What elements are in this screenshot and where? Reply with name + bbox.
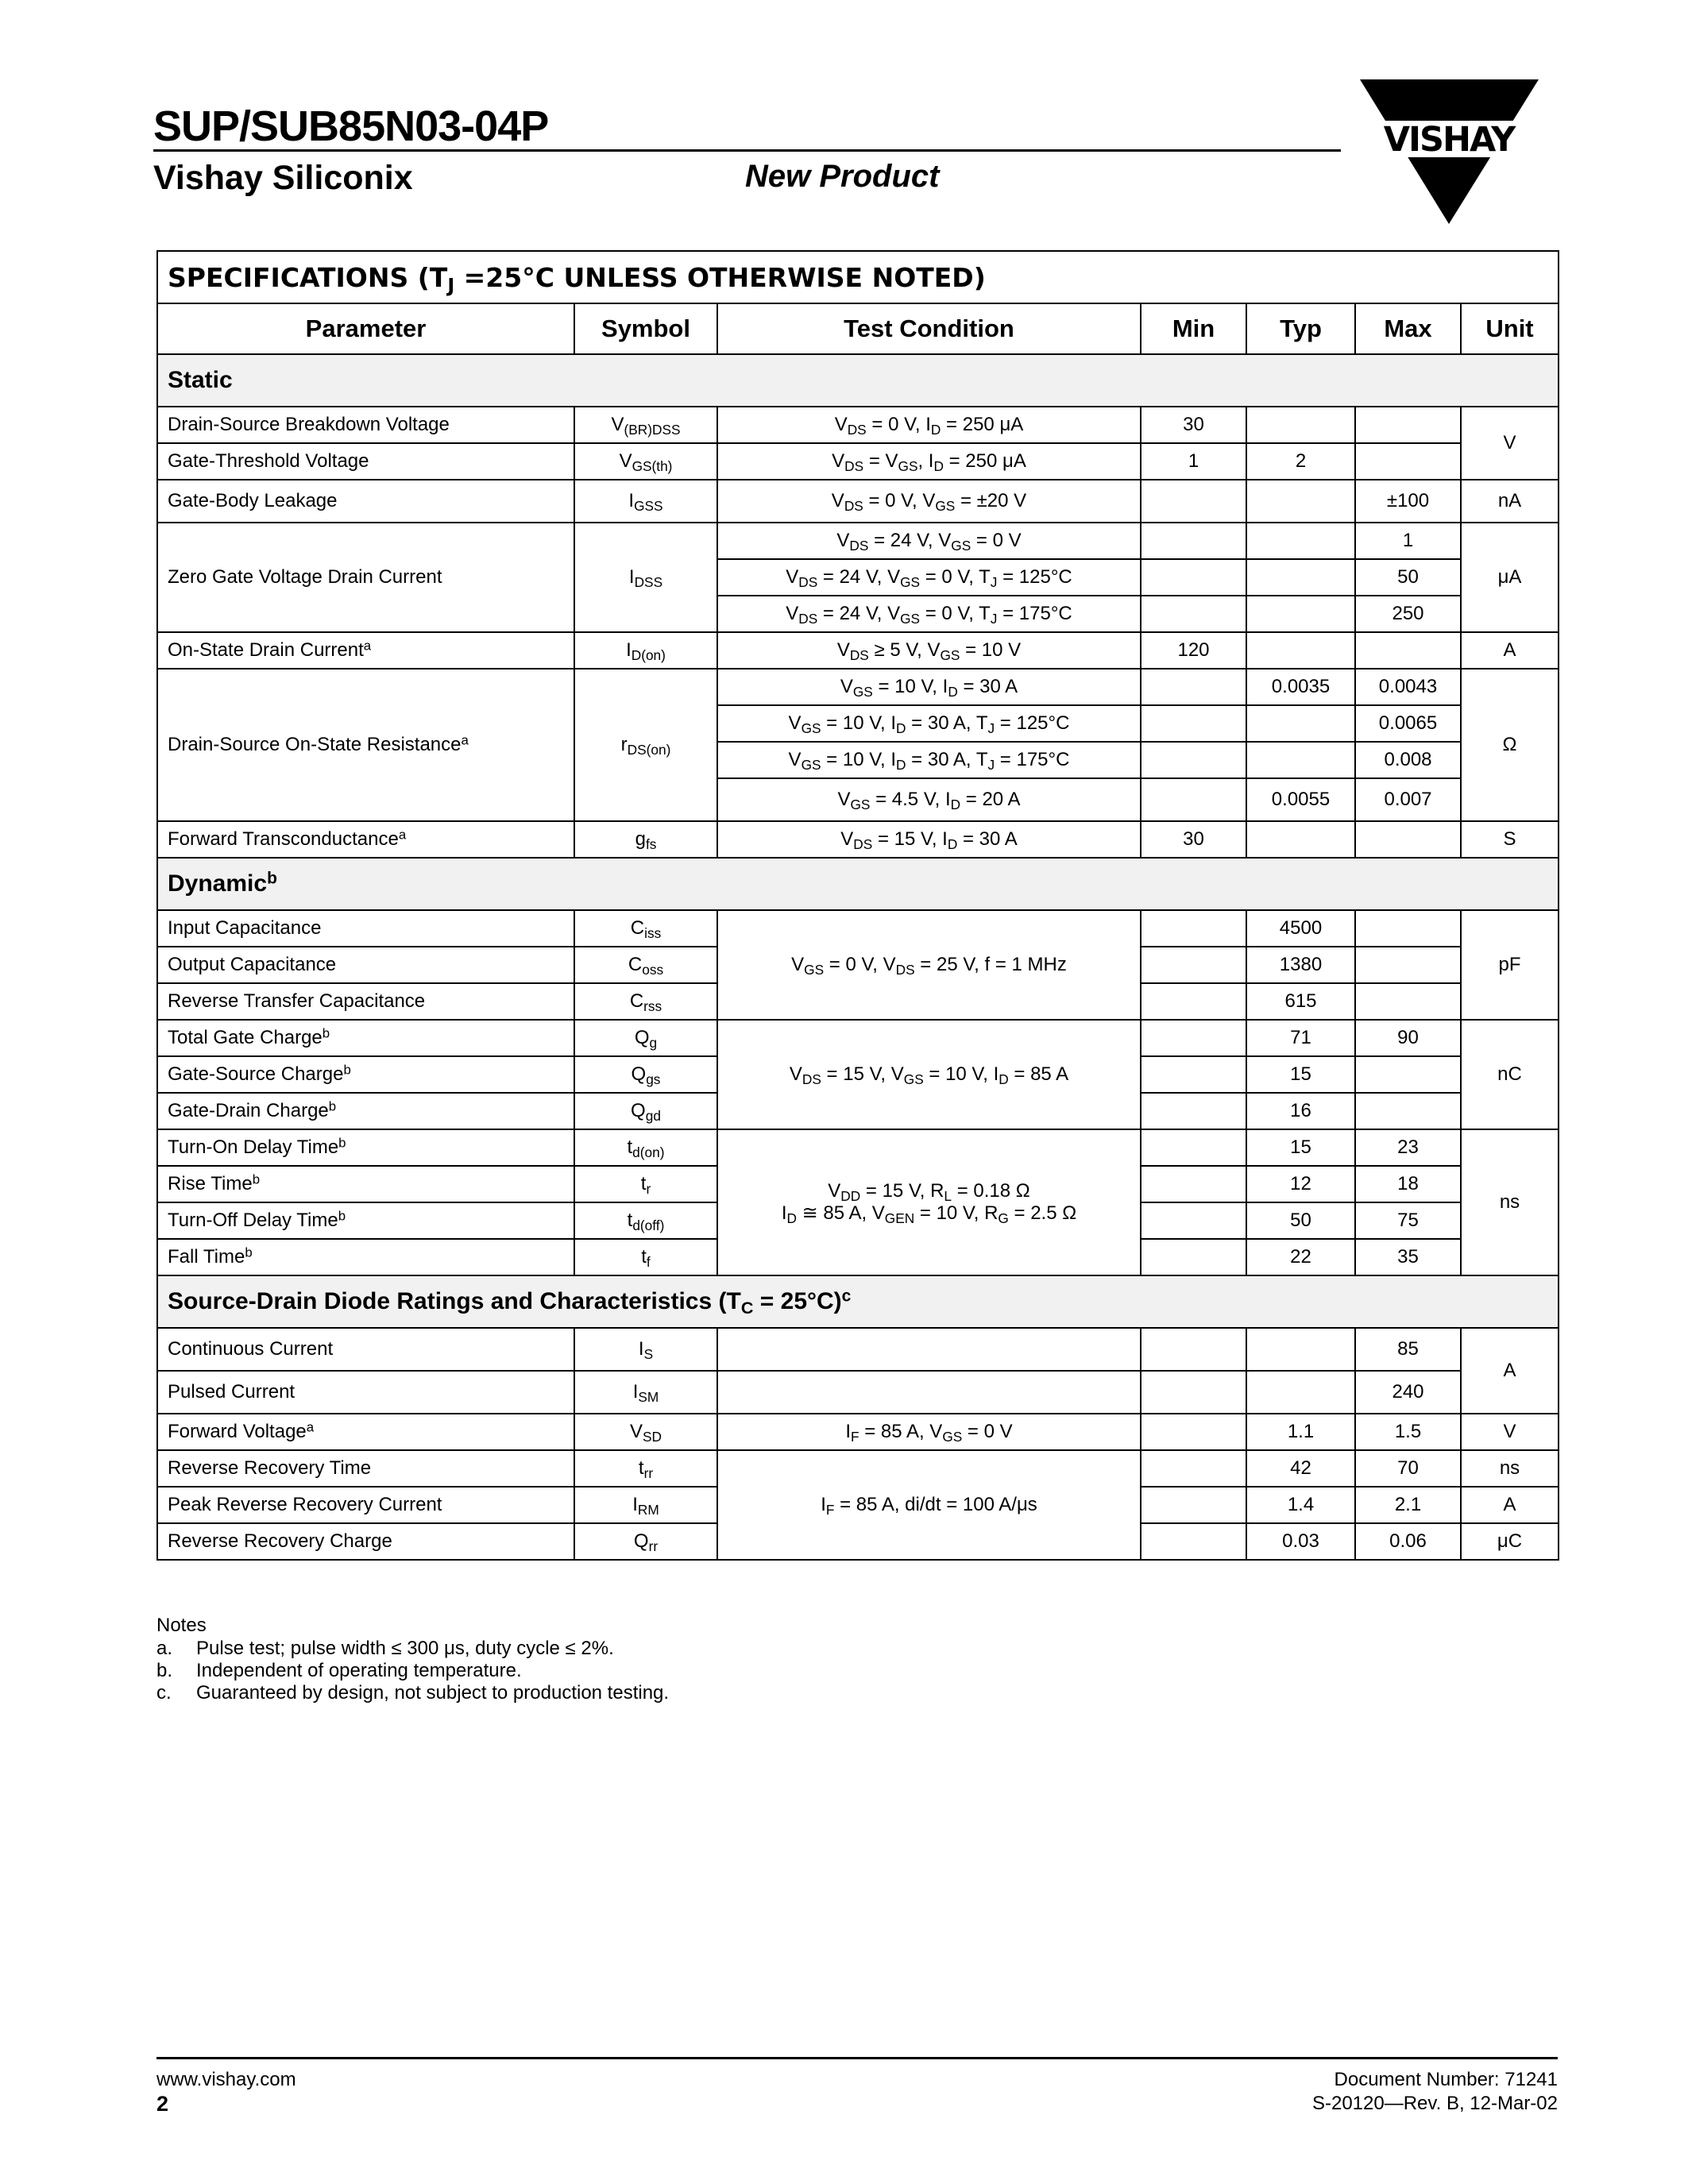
table-cell [1246,742,1355,778]
table-cell: Ω [1461,669,1559,821]
table-cell [1141,1202,1246,1239]
table-cell: Drain-Source On-State Resistance$^a$ [157,669,574,821]
table-cell [1141,1450,1246,1487]
table-cell: pF [1461,910,1559,1020]
table-row [157,443,1559,480]
table-cell: $V_{SD}$ [574,1414,717,1450]
table-cell: $V_{GS} = 10$ V, $I_D = 30$ A, $T_J = 125^\circ C$ [717,705,1141,742]
table-cell: 1.1 [1246,1414,1355,1450]
table-cell: Turn-On Delay Time$^b$ [157,1129,574,1166]
table-cell [1141,1166,1246,1202]
footer-left [156,2068,296,2116]
table-cell: $V_{GS} = 10$ V, $I_D = 30$ A, $T_J = 175^\circ C$ [717,742,1141,778]
table-cell [1355,1093,1461,1129]
table-row [157,407,1559,443]
table-row [157,1371,1559,1414]
table-cell: Fall Time$^b$ [157,1239,574,1275]
table-cell: A [1461,1487,1559,1523]
table-cell: 75 [1355,1202,1461,1239]
table-cell: $V_{GS} = 4.5$ V, $I_D = 20$ A [717,778,1141,821]
table-cell: ns [1461,1129,1559,1275]
table-cell [1355,821,1461,858]
table-row [157,480,1559,523]
table-cell: 15 [1246,1056,1355,1093]
table-cell: 18 [1355,1166,1461,1202]
table-cell [1355,947,1461,983]
table-cell: $V_{DS} = 15$ V, $V_{GS} = 10$ V, $I_D = 85$ A [717,1020,1141,1129]
col-max: Max [1355,303,1461,354]
table-cell: $V_{DS} = 24$ V, $V_{GS} = 0$ V [717,523,1141,559]
table-cell: $V_{DS} = 15$ V, $I_D = 30$ A [717,821,1141,858]
table-cell: 1 [1141,443,1246,480]
table-cell: 16 [1246,1093,1355,1129]
table-row [157,1020,1559,1056]
table-cell: Forward Transconductance$^a$ [157,821,574,858]
table-cell: V [1461,407,1559,480]
company-name: Vishay Siliconix [153,159,413,197]
table-cell [1246,821,1355,858]
table-cell: $C_{iss}$ [574,910,717,947]
table-cell [1246,596,1355,632]
table-cell: Reverse Transfer Capacitance [157,983,574,1020]
table-cell: 12 [1246,1166,1355,1202]
col-test-condition: Test Condition [717,303,1141,354]
table-cell [1355,443,1461,480]
table-cell: Input Capacitance [157,910,574,947]
table-cell: $r_{DS(on)}$ [574,669,717,821]
logo-text: VISHAY [1383,120,1515,160]
table-cell [1246,1371,1355,1414]
table-cell: Pulsed Current [157,1371,574,1414]
table-cell [1141,705,1246,742]
new-product-label: New Product [745,159,940,194]
table-cell: nC [1461,1020,1559,1129]
col-parameter: Parameter [157,303,574,354]
table-cell: S [1461,821,1559,858]
table-cell [1141,1328,1246,1371]
table-row [157,632,1559,669]
table-cell: 0.06 [1355,1523,1461,1560]
table-cell: Gate-Drain Charge$^b$ [157,1093,574,1129]
table-cell: Turn-Off Delay Time$^b$ [157,1202,574,1239]
table-cell: μC [1461,1523,1559,1560]
table-row [157,910,1559,947]
table-cell: $t_{rr}$ [574,1450,717,1487]
table-cell: 0.007 [1355,778,1461,821]
col-typ: Typ [1246,303,1355,354]
table-cell [1141,1239,1246,1275]
table-cell: Reverse Recovery Time [157,1450,574,1487]
table-cell [1141,523,1246,559]
footer-right [1312,2068,1558,2116]
table-cell: 50 [1246,1202,1355,1239]
table-cell: 30 [1141,821,1246,858]
table-cell: $I_{DSS}$ [574,523,717,632]
table-cell [1246,1328,1355,1371]
table-cell [1141,910,1246,947]
note-item: c. Guaranteed by design, not subject to production testing. [156,1682,670,1704]
column-header-row [157,303,1559,354]
table-cell: $C_{oss}$ [574,947,717,983]
section-dynamic: Dynamic$^b$ [157,858,1559,910]
table-cell: $t_{d(off)}$ [574,1202,717,1239]
document-number: Document Number: 71241 [1334,2069,1558,2090]
table-cell: 240 [1355,1371,1461,1414]
table-cell: $t_{d(on)}$ [574,1129,717,1166]
table-cell [1246,632,1355,669]
table-cell: 1380 [1246,947,1355,983]
table-cell [1141,1371,1246,1414]
table-cell [1141,1020,1246,1056]
table-cell: 23 [1355,1129,1461,1166]
table-cell: Gate-Source Charge$^b$ [157,1056,574,1093]
table-cell: $I_S$ [574,1328,717,1371]
table-cell: 71 [1246,1020,1355,1056]
table-cell: 15 [1246,1129,1355,1166]
table-cell: $g_{fs}$ [574,821,717,858]
table-cell: V [1461,1414,1559,1450]
table-cell [1141,596,1246,632]
table-cell: Total Gate Charge$^b$ [157,1020,574,1056]
table-cell [1141,778,1246,821]
table-cell: $V_{(BR)DSS}$ [574,407,717,443]
table-cell: $t_r$ [574,1166,717,1202]
header-rule [153,149,1341,152]
table-cell: $t_f$ [574,1239,717,1275]
table-title: SPECIFICATIONS ($T_J =25^\circ C$ UNLESS OTHERWISE NOTED) [157,251,1559,303]
table-cell: 35 [1355,1239,1461,1275]
table-row [157,1414,1559,1450]
table-cell: $I_{D(on)}$ [574,632,717,669]
table-cell [1246,523,1355,559]
table-cell [1141,1056,1246,1093]
table-cell [1355,632,1461,669]
col-unit: Unit [1461,303,1559,354]
table-cell: nA [1461,480,1559,523]
table-cell: 42 [1246,1450,1355,1487]
table-cell: 0.03 [1246,1523,1355,1560]
table-cell: $Q_{gd}$ [574,1093,717,1129]
table-cell: $V_{DS} = 0$ V, $I_D = 250$ μA [717,407,1141,443]
table-row [157,821,1559,858]
table-cell: 90 [1355,1020,1461,1056]
table-cell: 70 [1355,1450,1461,1487]
section-diode: Source-Drain Diode Ratings and Characteristics $(T_C = 25^\circ C)^c$ [157,1275,1559,1328]
table-cell: 2 [1246,443,1355,480]
table-cell: $V_{GS} = 10$ V, $I_D = 30$ A [717,669,1141,705]
table-cell [1141,947,1246,983]
table-cell: Reverse Recovery Charge [157,1523,574,1560]
website-link[interactable]: www.vishay.com [156,2069,296,2090]
table-cell [1141,1523,1246,1560]
table-cell: $Q_{rr}$ [574,1523,717,1560]
table-cell: $V_{DS} = 0$ V, $V_{GS} = \pm 20$ V [717,480,1141,523]
table-cell: $Q_{gs}$ [574,1056,717,1093]
table-cell: Peak Reverse Recovery Current [157,1487,574,1523]
table-cell [717,1371,1141,1414]
table-cell [1355,407,1461,443]
table-cell: μA [1461,523,1559,632]
table-cell: ±100 [1355,480,1461,523]
table-cell: $V_{DS} = 24$ V, $V_{GS} = 0$ V, $T_J = 125^\circ C$ [717,559,1141,596]
table-cell: $I_{GSS}$ [574,480,717,523]
table-cell: 85 [1355,1328,1461,1371]
table-cell: $Q_g$ [574,1020,717,1056]
table-cell [1141,983,1246,1020]
notes [156,1615,669,1704]
table-cell [1141,1129,1246,1166]
table-cell [1141,480,1246,523]
table-cell: A [1461,632,1559,669]
table-cell: $I_F = 85$ A, di/dt = 100 A/μs [717,1450,1141,1560]
document-title: SUP/SUB85N03-04P [153,102,549,150]
table-cell: ns [1461,1450,1559,1487]
table-cell: Drain-Source Breakdown Voltage [157,407,574,443]
table-row [157,1450,1559,1487]
note-item: b. Independent of operating temperature. [156,1660,522,1681]
table-cell: Forward Voltage$^a$ [157,1414,574,1450]
table-cell: 0.0043 [1355,669,1461,705]
table-cell: Rise Time$^b$ [157,1166,574,1202]
table-cell: 4500 [1246,910,1355,947]
table-cell [1141,1414,1246,1450]
table-cell [1246,705,1355,742]
table-cell [1141,1093,1246,1129]
table-cell: 615 [1246,983,1355,1020]
table-row [157,1129,1559,1166]
table-cell: $V_{DD} = 15$ V, $R_L = 0.18$ Ω $I_D$ ≅ 85 A, $V_{GEN} = 10$ V, $R_G = 2.5$ Ω [717,1129,1141,1275]
revision: S-20120—Rev. B, 12-Mar-02 [1311,2093,1558,2114]
section-static: Static [157,354,1559,407]
table-cell: $V_{GS(th)}$ [574,443,717,480]
table-cell [1355,983,1461,1020]
table-cell: 120 [1141,632,1246,669]
note-item: a. Pulse test; pulse width ≤ 300 μs, duty cycle ≤ 2%. [156,1638,614,1659]
table-cell: $V_{DS} \ge 5$ V, $V_{GS} = 10$ V [717,632,1141,669]
table-cell: $V_{DS} = 24$ V, $V_{GS} = 0$ V, $T_J = 175^\circ C$ [717,596,1141,632]
table-cell: $C_{rss}$ [574,983,717,1020]
table-cell: 50 [1355,559,1461,596]
table-cell: Zero Gate Voltage Drain Current [157,523,574,632]
table-cell: Output Capacitance [157,947,574,983]
table-row [157,669,1559,705]
table-cell: Gate-Body Leakage [157,480,574,523]
table-cell: $V_{GS} = 0$ V, $V_{DS} = 25$ V, f = 1 MHz [717,910,1141,1020]
table-cell [717,1328,1141,1371]
table-cell: A [1461,1328,1559,1414]
vishay-logo [1360,79,1539,224]
table-cell [1141,742,1246,778]
table-cell: Continuous Current [157,1328,574,1371]
table-cell: 0.0055 [1246,778,1355,821]
table-cell: 0.0065 [1355,705,1461,742]
col-min: Min [1141,303,1246,354]
table-cell: $I_{SM}$ [574,1371,717,1414]
table-row [157,523,1559,559]
col-symbol: Symbol [574,303,717,354]
table-cell: $I_{RM}$ [574,1487,717,1523]
table-cell: 0.008 [1355,742,1461,778]
table-cell: 250 [1355,596,1461,632]
table-cell [1141,559,1246,596]
table-cell: 2.1 [1355,1487,1461,1523]
table-cell [1141,669,1246,705]
table-cell: 1 [1355,523,1461,559]
table-cell: 30 [1141,407,1246,443]
footer-rule [156,2057,1558,2059]
table-cell [1246,407,1355,443]
notes-label: Notes [156,1615,207,1636]
table-cell [1246,559,1355,596]
table-cell: $I_F = 85$ A, $V_{GS} = 0$ V [717,1414,1141,1450]
table-cell: 0.0035 [1246,669,1355,705]
table-cell [1355,1056,1461,1093]
table-cell: Gate-Threshold Voltage [157,443,574,480]
table-cell [1246,480,1355,523]
table-cell [1141,1487,1246,1523]
page-number: 2 [156,2092,169,2116]
table-cell: $V_{DS} = V_{GS}$, $I_D = 250$ μA [717,443,1141,480]
table-cell: On-State Drain Current$^a$ [157,632,574,669]
specifications-table [156,250,1559,1561]
table-row [157,1328,1559,1371]
table-cell: 22 [1246,1239,1355,1275]
table-cell [1355,910,1461,947]
table-cell: 1.4 [1246,1487,1355,1523]
table-cell: 1.5 [1355,1414,1461,1450]
